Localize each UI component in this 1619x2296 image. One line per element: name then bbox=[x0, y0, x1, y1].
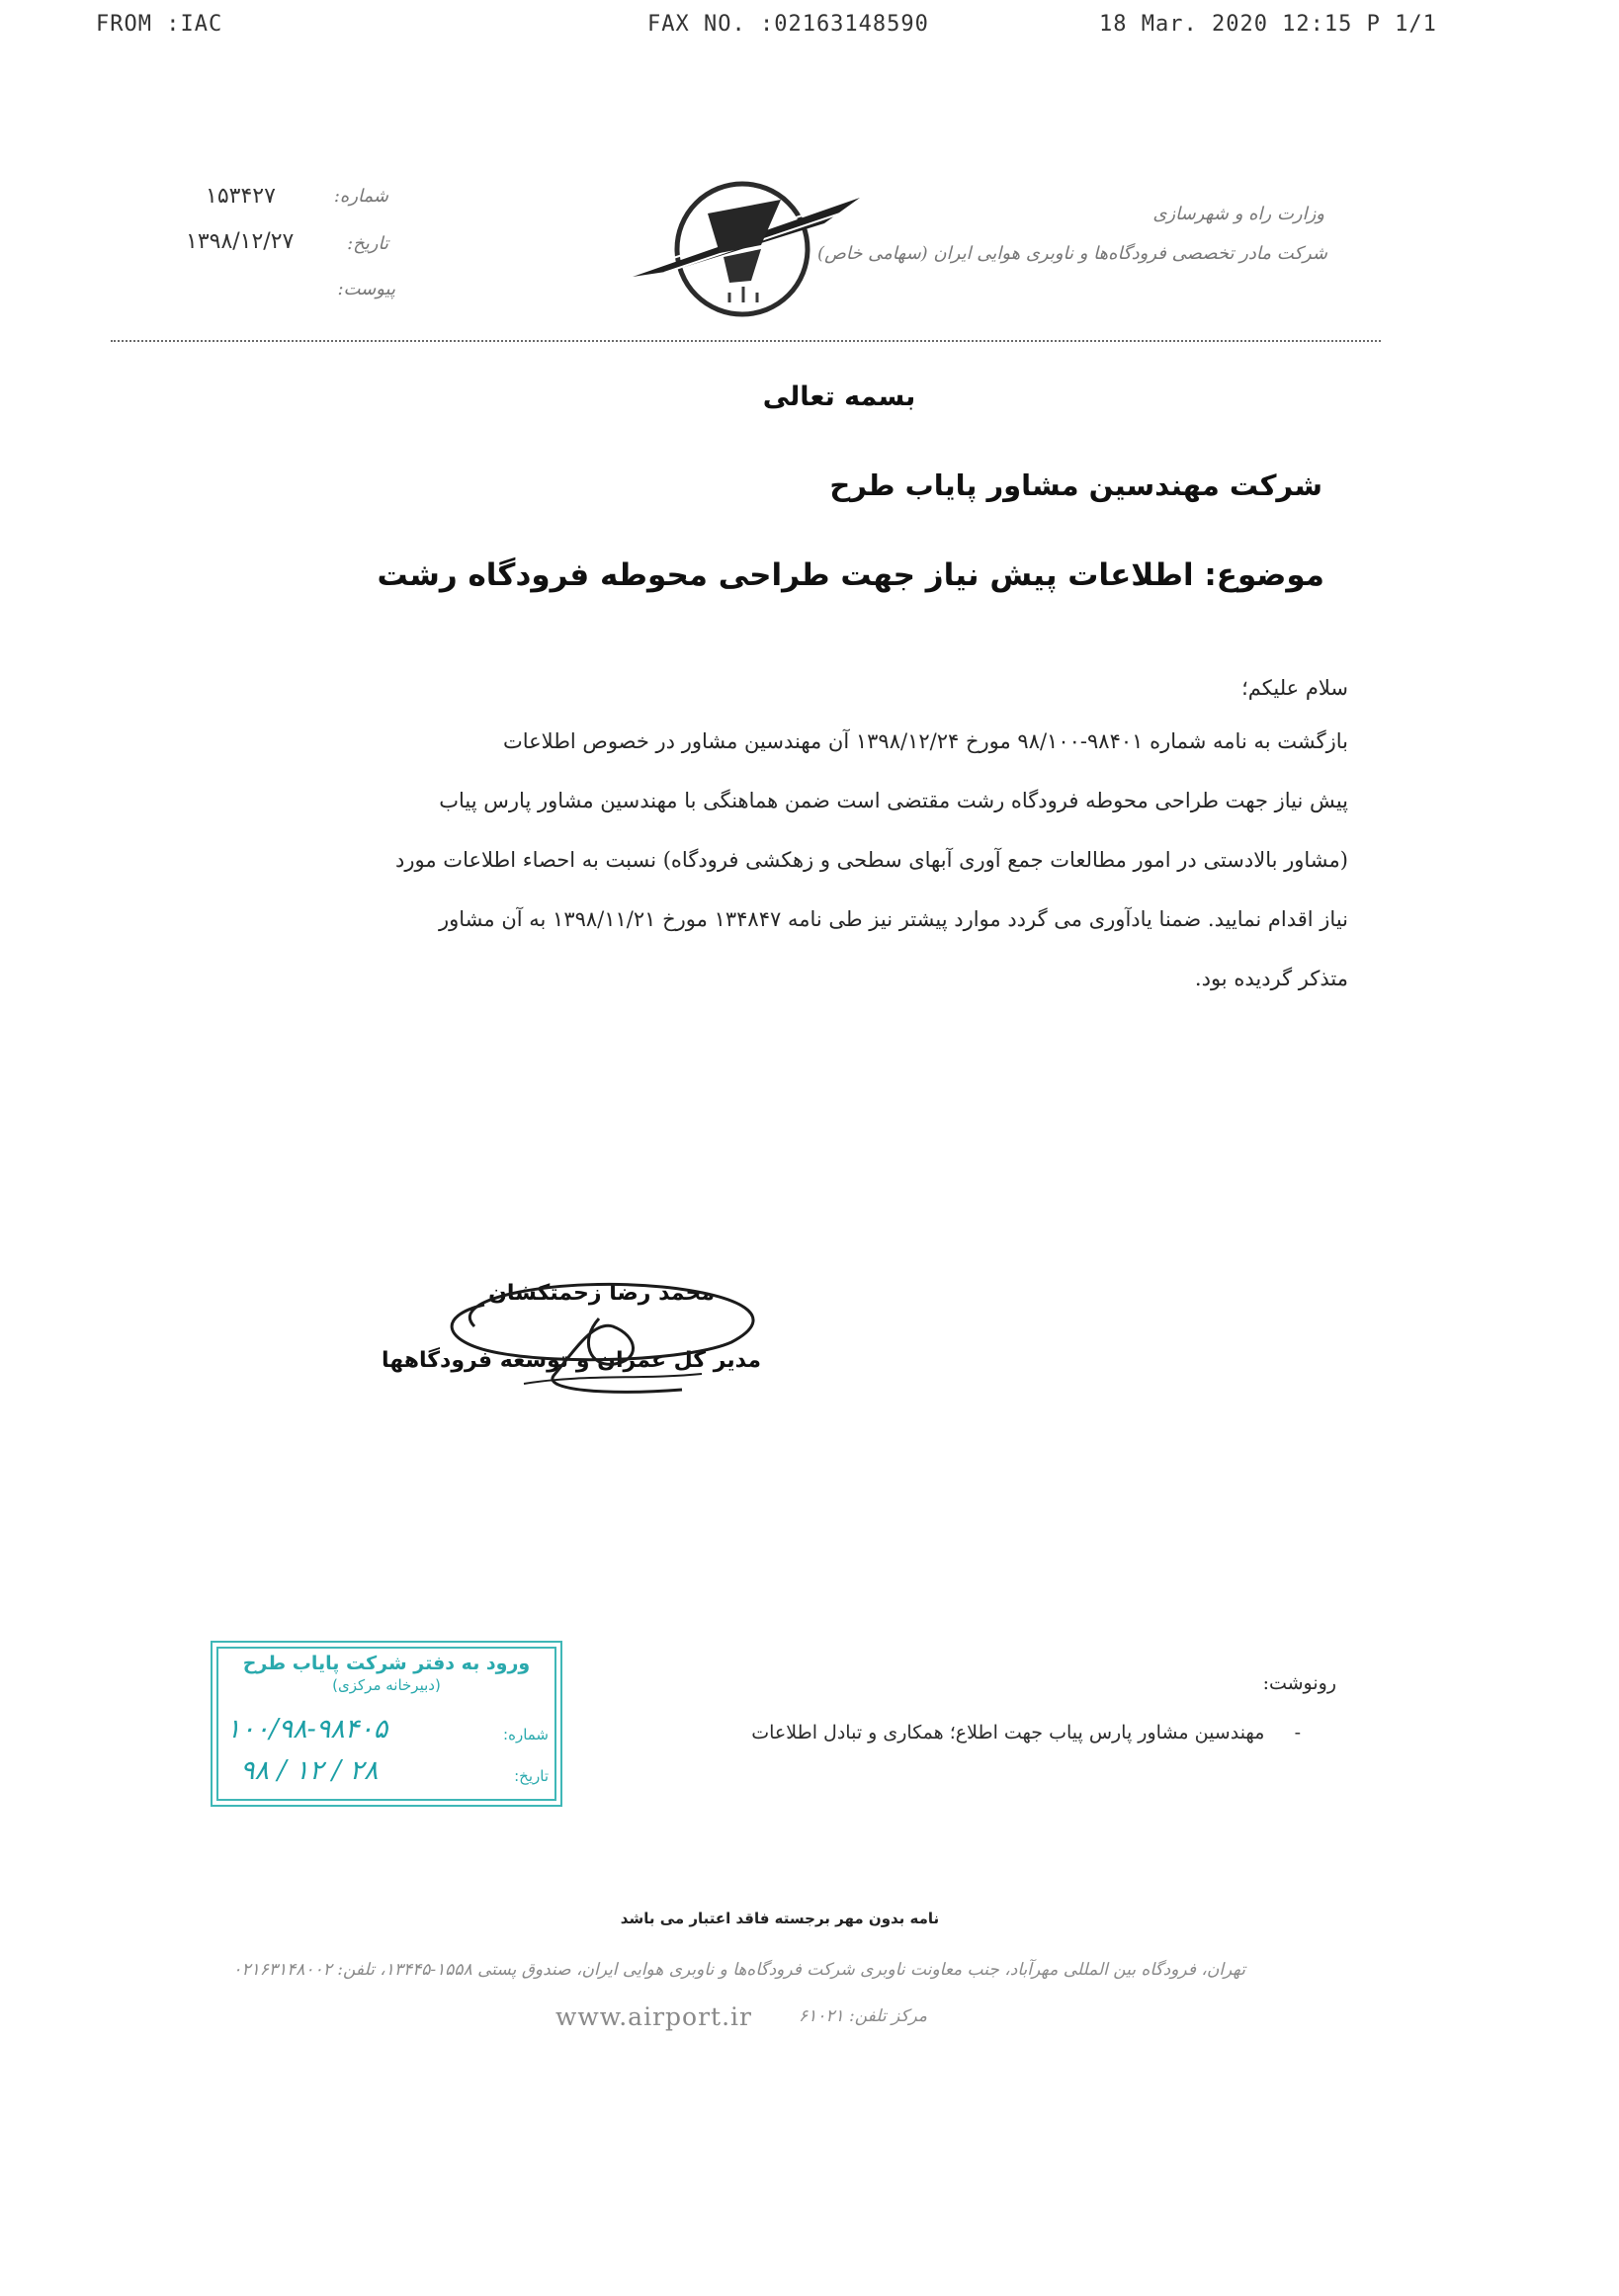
letter-body-line: متذکر گردیده بود. bbox=[1194, 967, 1348, 990]
validity-note: نامه بدون مهر برجسته فاقد اعتبار می باشد bbox=[620, 1910, 940, 1927]
letter-body-line: نیاز اقدام نمایید. ضمنا یادآوری می گردد موارد پیشتر نیز طی نامه ۱۳۴۸۴۷ مورخ ۱۳۹۸/۱۱/۲۱ به آن مشاور bbox=[438, 907, 1348, 931]
cc-bullet: - bbox=[1294, 1722, 1301, 1743]
stamp-date-value: ۹۸ / ۱۲ / ۲۸ bbox=[240, 1755, 379, 1786]
subject-label: موضوع: bbox=[1204, 557, 1324, 593]
letterhead-ministry: وزارت راه و شهرسازی bbox=[1152, 204, 1324, 224]
stamp-date-label: تاریخ: bbox=[514, 1767, 549, 1785]
subject-text: اطلاعات پیش نیاز جهت طراحی محوطه فرودگاه رشت bbox=[377, 557, 1194, 593]
signatory-title: مدیر کل عمران و توسعه فرودگاهها bbox=[381, 1348, 761, 1373]
letter-attachment-label: پیوست: bbox=[337, 279, 395, 299]
stamp-number-value: ۱۰۰/۹۸-۹۸۴۰۵ bbox=[226, 1714, 388, 1744]
handwritten-signature bbox=[405, 1257, 781, 1415]
letter-number-value: ۱۵۳۴۲۷ bbox=[206, 184, 276, 209]
footer-address: تهران، فرودگاه بین المللی مهرآباد، جنب معاونت ناوبری شرکت فرودگاه‌ها و ناوبری هوایی ایران، صندوق پستی ۱۵۵۸-۱۳۴۴۵، تلفن: ۰۲۱۶۳۱۴۸۰۰۲ bbox=[232, 1960, 1245, 1980]
company-logo-icon bbox=[613, 170, 872, 326]
logo-emblem-icon bbox=[613, 170, 872, 326]
recipient-name: شرکت مهندسین مشاور پایاب طرح bbox=[829, 468, 1322, 502]
letter-number-label: شماره: bbox=[333, 186, 388, 207]
entry-stamp bbox=[211, 1641, 562, 1807]
letterhead-company: شرکت مادر تخصصی فرودگاه‌ها و ناوبری هوایی ایران (سهامی خاص) bbox=[817, 243, 1327, 264]
basmala-heading: بسمه تعالی bbox=[762, 382, 916, 412]
footer-phone-center: مرکز تلفن: ۶۱۰۲۱ bbox=[798, 2006, 927, 2026]
letter-body-line: پیش نیاز جهت طراحی محوطه فرودگاه رشت مقتضی است ضمن هماهنگی با مهندسین مشاور پارس پیاب bbox=[439, 789, 1348, 812]
fax-number: FAX NO. :02163148590 bbox=[647, 12, 929, 37]
stamp-subtitle: (دبیرخانه مرکزی) bbox=[332, 1676, 441, 1694]
letter-date-label: تاریخ: bbox=[347, 233, 388, 254]
cc-item bbox=[751, 1722, 1301, 1743]
fax-from: FROM :IAC bbox=[96, 12, 223, 37]
signature-scribble-icon bbox=[405, 1257, 781, 1415]
signatory-name: محمد رضا زحمتکشان bbox=[488, 1281, 715, 1306]
letter-body bbox=[271, 712, 1348, 1008]
cc-label: رونوشت: bbox=[1262, 1672, 1336, 1694]
fax-datetime: 18 Mar. 2020 12:15 P 1/1 bbox=[1099, 12, 1437, 37]
footer-website: www.airport.ir bbox=[555, 2002, 752, 2031]
letterhead-divider bbox=[111, 340, 1381, 342]
letter-body-line: (مشاور بالادستی در امور مطالعات جمع آوری آبهای سطحی و زهکشی فرودگاه) نسبت به احصاء اطلاعات مورد bbox=[395, 848, 1348, 872]
greeting: سلام علیکم؛ bbox=[1241, 676, 1348, 700]
letter-date-value: ۱۳۹۸/۱۲/۲۷ bbox=[186, 229, 295, 254]
stamp-number-label: شماره: bbox=[503, 1726, 549, 1743]
letter-body-line: بازگشت به نامه شماره ۹۸۴۰۱-۹۸/۱۰۰ مورخ ۱۳۹۸/۱۲/۲۴ آن مهندسین مشاور در خصوص اطلاعات bbox=[502, 729, 1348, 753]
stamp-title: ورود به دفتر شرکت پایاب طرح bbox=[242, 1653, 531, 1674]
subject-line bbox=[378, 557, 1324, 593]
cc-item-text: مهندسین مشاور پارس پیاب جهت اطلاع؛ همکاری و تبادل اطلاعات bbox=[751, 1722, 1265, 1743]
